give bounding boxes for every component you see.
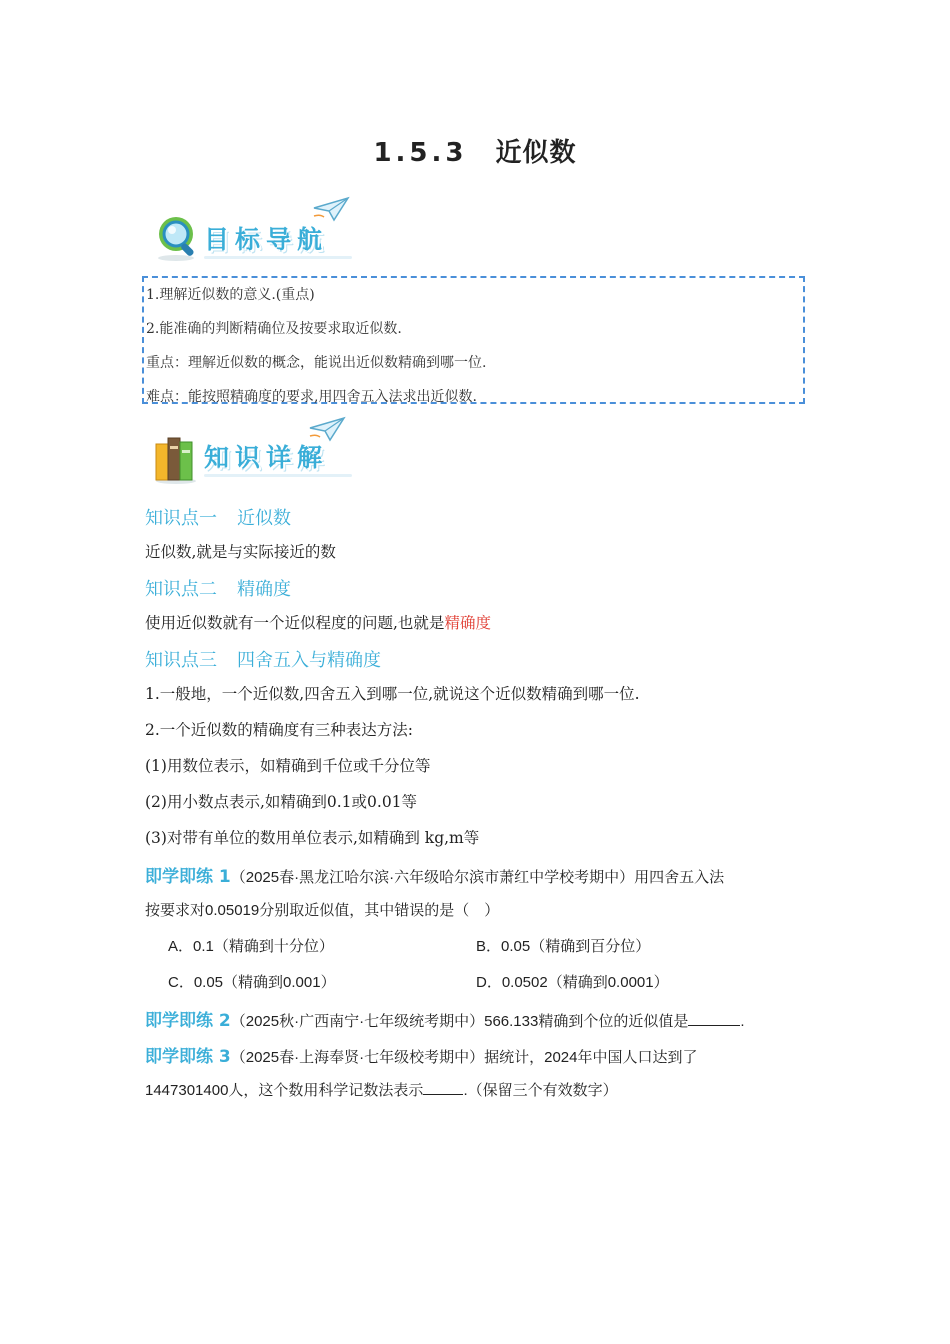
- kp-label: 知识点二: [145, 579, 217, 600]
- goal-item: 1.理解近似数的意义.(重点): [146, 287, 315, 303]
- exercise-text: （2025春·上海奉贤·七年级校考期中）据统计，2024年中国人口达到了: [230, 1049, 698, 1066]
- magnifier-icon: [154, 214, 198, 262]
- punctuation: .: [740, 1013, 745, 1030]
- kp3-line: 1.一般地，一个近似数,四舍五入到哪一位,就说这个近似数精确到哪一位.: [145, 685, 640, 703]
- option-c[interactable]: C．0.05（精确到0.001）: [168, 974, 336, 991]
- goal-item: 2.能准确的判断精确位及按要求取近似数.: [146, 321, 402, 337]
- kp-name: 精确度: [237, 579, 291, 600]
- knowledge-point-1-heading: [145, 504, 291, 530]
- section-number: 1.5.3: [373, 138, 468, 168]
- exercise-1-question: [145, 862, 724, 887]
- option-a[interactable]: A．0.1（精确到十分位）: [168, 938, 334, 955]
- kp-name: 近似数: [237, 508, 291, 529]
- banner-title: 知识详解: [204, 443, 329, 472]
- exercise-3-question-cont: [145, 1079, 618, 1100]
- books-icon: [152, 432, 198, 484]
- exercise-text: （2025春·黑龙江哈尔滨·六年级哈尔滨市萧红中学校考期中）用四舍五入法: [230, 869, 725, 886]
- learning-goals-box: [142, 276, 805, 404]
- exercise-label: 即学即练 1: [145, 867, 231, 887]
- paper-plane-icon: [308, 416, 346, 442]
- highlight-term: 精确度: [444, 614, 491, 632]
- kp3-line: (3)对带有单位的数用单位表示,如精确到 kg,m等: [145, 829, 480, 847]
- kp2-text: [145, 611, 491, 633]
- kp3-line: 2.一个近似数的精确度有三种表达方法:: [145, 721, 414, 739]
- exercise-label: 即学即练 2: [145, 1011, 231, 1031]
- knowledge-banner: [148, 424, 368, 484]
- page-title: [0, 132, 950, 169]
- kp1-text: 近似数,就是与实际接近的数: [145, 543, 336, 561]
- section-title: 近似数: [495, 138, 577, 168]
- paper-plane-icon: [312, 196, 350, 222]
- kp3-line: (2)用小数点表示,如精确到0.1或0.01等: [145, 793, 418, 811]
- exercise-text: （2025秋·广西南宁·七年级统考期中）566.133精确到个位的近似值是: [230, 1013, 689, 1030]
- banner-underline: [204, 474, 352, 477]
- exercise-text: .（保留三个有效数字）: [463, 1082, 618, 1099]
- exercise-3-question: [145, 1042, 697, 1067]
- knowledge-point-2-heading: [145, 575, 291, 601]
- answer-blank[interactable]: [688, 1011, 740, 1026]
- exercise-label: 即学即练 3: [145, 1047, 231, 1067]
- kp-label: 知识点一: [145, 508, 217, 529]
- goal-item: 难点：能按照精确度的要求,用四舍五入法求出近似数.: [146, 389, 477, 405]
- option-b[interactable]: B．0.05（精确到百分位）: [476, 938, 651, 955]
- exercise-text: 1447301400人，这个数用科学记数法表示: [145, 1082, 424, 1099]
- goals-banner: [148, 206, 368, 266]
- kp-name: 四舍五入与精确度: [237, 650, 381, 671]
- banner-title: 目标导航: [204, 225, 329, 254]
- kp3-line: (1)用数位表示，如精确到千位或千分位等: [145, 757, 431, 775]
- banner-underline: [204, 256, 352, 259]
- kp-label: 知识点三: [145, 650, 217, 671]
- exercise-1-question-cont: 按要求对0.05019分别取近似值，其中错误的是（ ）: [145, 902, 500, 919]
- exercise-2-question: [145, 1006, 745, 1031]
- knowledge-point-3-heading: [145, 646, 381, 672]
- answer-blank[interactable]: [423, 1080, 463, 1095]
- option-d[interactable]: D．0.0502（精确到0.0001）: [476, 974, 669, 991]
- kp2-text-before: 使用近似数就有一个近似程度的问题,也就是: [145, 614, 445, 632]
- goal-item: 重点：理解近似数的概念，能说出近似数精确到哪一位.: [146, 355, 487, 371]
